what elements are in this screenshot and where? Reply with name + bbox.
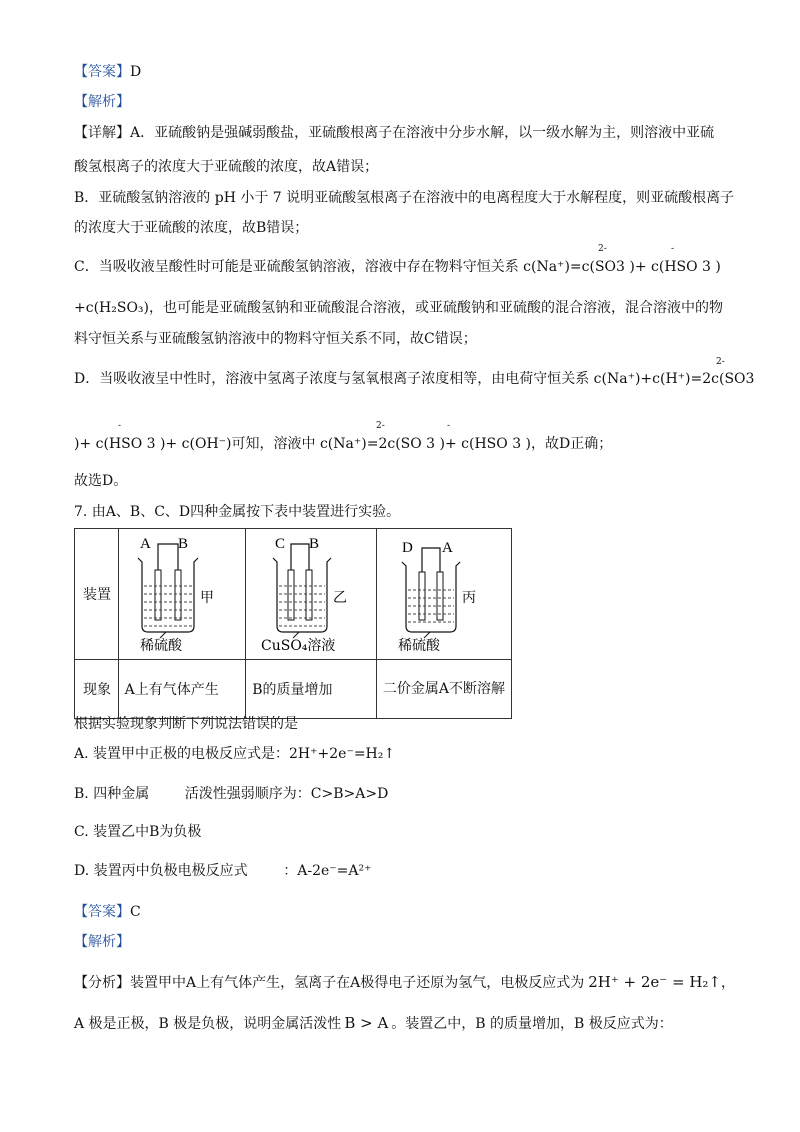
answer-line <box>74 62 141 82</box>
row-header-device: 装置 <box>75 529 119 660</box>
answer-tag: 【答案】 <box>74 904 130 920</box>
q7-stem: 7. 由A、B、C、D四种金属按下表中装置进行实验。 <box>74 504 401 520</box>
detail-line-d2: )+ c(HSO 3 )+ c(OH⁻)可知，溶液中 c(Na⁺)=2c(SO 3 )+ c(HSO 3 )，故D正确； <box>74 436 613 452</box>
beaker-yi-diagram <box>247 530 372 654</box>
electrode-b-label: B <box>309 536 320 552</box>
electrode-b-label: B <box>177 536 188 552</box>
device-name: 甲 <box>199 590 214 606</box>
electrode-d-label: D <box>401 540 413 556</box>
detail-line-4: 的浓度大于亚硫酸的浓度，故B错误； <box>74 220 309 236</box>
phenomenon-yi: B的质量增加 <box>246 660 377 719</box>
detail-line-1: 【详解】A．亚硫酸钠是强碱弱酸盐，亚硫酸根离子在溶液中分步水解，以一级水解为主，则溶液中亚硫 <box>74 125 715 141</box>
solution-label: CuSO₄溶液 <box>261 638 336 654</box>
device-yi <box>246 529 377 660</box>
device-bing <box>376 529 511 660</box>
device-jia <box>118 529 246 660</box>
detail-tag: 【详解】 <box>74 125 130 141</box>
analysis-equation: 2H⁺ + 2e⁻ = H₂↑ <box>588 973 721 991</box>
beaker-bing-diagram <box>378 530 506 654</box>
device-name: 丙 <box>461 590 476 606</box>
c-tail: 3 )+ c(HSO 3 ) <box>616 259 721 275</box>
row-header-phenomenon: 现象 <box>75 660 119 719</box>
q7-analysis-tag: 【解析】 <box>74 934 130 950</box>
experiment-table <box>74 528 512 719</box>
electrode-a-label: A <box>441 540 453 556</box>
detail-line-c2: +c(H₂SO₃)，也可能是亚硫酸氢钠和亚硫酸混合溶液，或亚硫酸钠和亚硫酸的混合溶液，混合溶液中的物 <box>74 300 723 316</box>
detail-line-d: D．当吸收液呈中性时，溶液中氢离子浓度与氢氧根离子浓度相等，由电荷守恒关系 c(Na⁺)+c(H⁺)=2c(SO3 <box>74 371 755 387</box>
option-d: D. 装置丙中负极电极反应式 ：A-2e⁻=A²⁺ <box>74 863 372 879</box>
electrode-a-label: A <box>139 536 151 552</box>
detail-conclusion: 故选D。 <box>74 473 128 489</box>
q7-prompt: 根据实验现象判断下列说法错误的是 <box>74 716 298 732</box>
answer-value: C <box>130 904 141 920</box>
phenomenon-bing: 二价金属A不断溶解 <box>376 660 511 719</box>
option-c: C. 装置乙中B为负极 <box>74 824 202 840</box>
solution-label: 稀硫酸 <box>397 638 440 654</box>
answer-tag: 【答案】 <box>74 64 130 80</box>
device-name: 乙 <box>333 590 348 606</box>
solution-label: 稀硫酸 <box>139 638 182 654</box>
phenomenon-jia: A上有气体产生 <box>118 660 246 719</box>
analysis-label: 【分析】 <box>74 975 130 991</box>
detail-line-c: C．当吸收液呈酸性时可能是亚硫酸氢钠溶液，溶液中存在物料守恒关系 c(Na⁺)=c(SO3 )+ c(HSO 3 ) <box>74 259 721 275</box>
electrode-c-label: C <box>275 536 286 552</box>
analysis-line-2: A 极是正极，B 极是负极，说明金属活泼性 B > A 。装置乙中，B 的质量增加，B 极反应式为： <box>74 1014 673 1032</box>
answer-value: D <box>130 64 142 80</box>
detail-line-3: B．亚硫酸氢钠溶液的 pH 小于 7 说明亚硫酸氢根离子在溶液中的电离程度大于水解程度，则亚硫酸根离子 <box>74 190 735 206</box>
option-b: B. 四种金属 活泼性强弱顺序为：C>B>A>D <box>74 786 389 802</box>
detail-line-2: 酸氢根离子的浓度大于亚硫酸的浓度，故A错误； <box>74 159 379 175</box>
option-a: A. 装置甲中正极的电极反应式是：2H⁺+2e⁻=H₂↑ <box>74 746 396 762</box>
analysis-line-1: 【分析】装置甲中A上有气体产生，氢离子在A极得电子还原为氢气，电极反应式为 2H⁺ + 2e⁻ = H₂↑， <box>74 973 735 991</box>
analysis-tag: 【解析】 <box>74 94 130 110</box>
analysis-inequality: B > A <box>344 1014 389 1032</box>
beaker-jia-diagram <box>120 530 242 654</box>
detail-line-c3: 料守恒关系与亚硫酸氢钠溶液中的物料守恒关系不同，故C错误； <box>74 331 477 347</box>
q7-answer-line <box>74 902 141 922</box>
